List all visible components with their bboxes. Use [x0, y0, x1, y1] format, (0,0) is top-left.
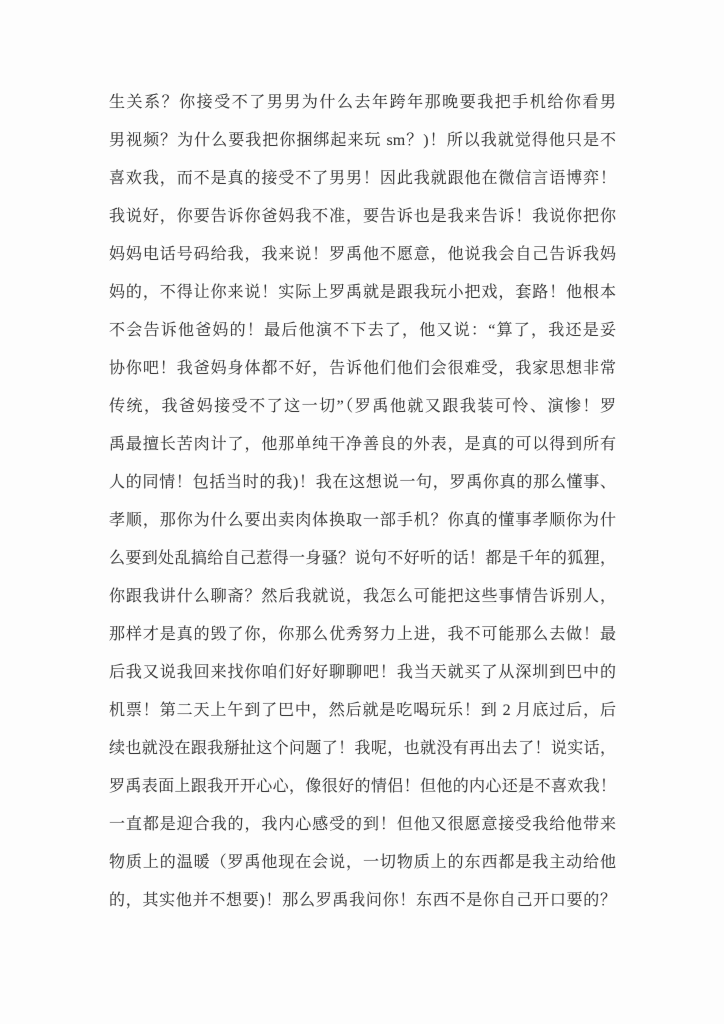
text-line: 妈的，不得让你来说！实际上罗禹就是跟我玩小把戏，套路！他根本 [109, 284, 616, 301]
text-line: 罗禹表面上跟我开开心心，像很好的情侣！但他的内心还是不喜欢我！ [109, 778, 616, 795]
text-line: 生关系？你接受不了男男为什么去年跨年那晚要我把手机给你看男 [109, 94, 616, 111]
text-line: 协你吧！我爸妈身体都不好，告诉他们他们会很难受，我家思想非常 [109, 360, 616, 377]
text-line: 么要到处乱搞给自己惹得一身骚？说句不好听的话！都是千年的狐狸， [109, 550, 616, 567]
text-line: 后我又说我回来找你咱们好好聊聊吧！我当天就买了从深圳到巴中的 [109, 664, 616, 681]
text-line: 不会告诉他爸妈的！最后他演不下去了，他又说：“算了，我还是妥 [109, 322, 616, 339]
text-line: 机票！第二天上午到了巴中，然后就是吃喝玩乐！到 2 月底过后，后 [109, 702, 616, 719]
text-line: 男视频？为什么要我把你捆绑起来玩 sm？)！所以我就觉得他只是不 [109, 132, 616, 149]
text-line: 孝顺，那你为什么要出卖肉体换取一部手机？你真的懂事孝顺你为什 [109, 512, 616, 529]
text-line: 的，其实他并不想要)！那么罗禹我问你！东西不是你自己开口要的？ [109, 892, 616, 909]
text-line: 你跟我讲什么聊斋？然后我就说，我怎么可能把这些事情告诉别人， [109, 588, 616, 605]
text-line: 人的同情！包括当时的我)！我在这想说一句，罗禹你真的那么懂事、 [109, 474, 616, 491]
text-line: 喜欢我，而不是真的接受不了男男！因此我就跟他在微信言语博弈！ [109, 170, 616, 187]
document-text-block [109, 84, 616, 920]
text-line: 禹最擅长苦肉计了，他那单纯干净善良的外表，是真的可以得到所有 [109, 436, 616, 453]
text-line: 我说好，你要告诉你爸妈我不准，要告诉也是我来告诉！我说你把你 [109, 208, 616, 225]
text-line: 妈妈电话号码给我，我来说！罗禹他不愿意，他说我会自己告诉我妈 [109, 246, 616, 263]
text-line: 传统，我爸妈接受不了这一切”（罗禹他就又跟我装可怜、演惨！罗 [109, 398, 616, 415]
text-line: 续也就没在跟我掰扯这个问题了！我呢，也就没有再出去了！说实话， [109, 740, 616, 757]
text-line: 一直都是迎合我的，我内心感受的到！但他又很愿意接受我给他带来 [109, 816, 616, 833]
text-line: 物质上的温暖（罗禹他现在会说，一切物质上的东西都是我主动给他 [109, 854, 616, 871]
text-line: 那样才是真的毁了你，你那么优秀努力上进，我不可能那么去做！最 [109, 626, 616, 643]
